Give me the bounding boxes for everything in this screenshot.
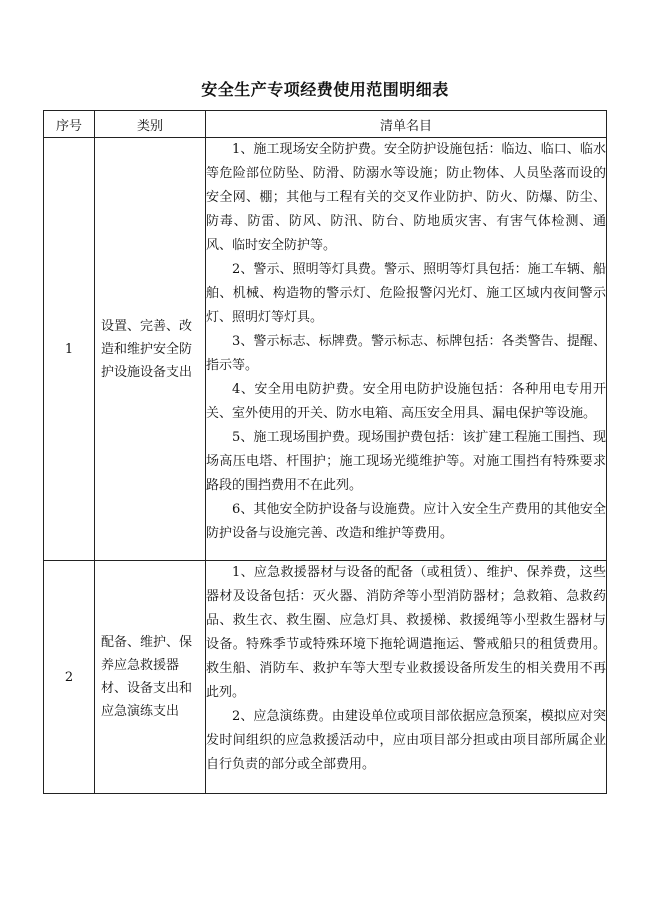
item-paragraph: 2、应急演练费。由建设单位或项目部依据应急预案，模拟应对突发时间组织的应急救援活动中，应由项目部分担或由项目部所属企业自行负责的部分或全部费用。 xyxy=(206,709,606,772)
item-paragraph: 5、施工现场围护费。现场围护费包括：该扩建工程施工围挡、现场高压电塔、杆围护；施工现场光缆维护等。对施工围挡有特殊要求路段的围挡费用不在此列。 xyxy=(206,430,606,493)
item-paragraph: 4、安全用电防护费。安全用电防护设施包括：各种用电专用开关、室外使用的开关、防水电箱、高压安全用具、漏电保护等设施。 xyxy=(206,382,606,421)
header-items: 清单名目 xyxy=(206,111,607,138)
page-title: 安全生产专项经费使用范围明细表 xyxy=(201,80,449,99)
header-index: 序号 xyxy=(44,111,95,138)
row-index: 2 xyxy=(44,561,95,794)
header-category: 类别 xyxy=(95,111,206,138)
table-row xyxy=(44,138,607,561)
row-items-cell xyxy=(206,138,607,561)
row-category-cell xyxy=(95,561,206,794)
expense-details-table xyxy=(43,110,607,794)
row-category-cell xyxy=(95,138,206,561)
table-header-row xyxy=(44,111,607,138)
row-items-cell xyxy=(206,561,607,794)
table-row xyxy=(44,561,607,794)
item-paragraph: 2、警示、照明等灯具费。警示、照明等灯具包括：施工车辆、船舶、机械、构造物的警示灯、危险报警闪光灯、施工区域内夜间警示灯、照明灯等灯具。 xyxy=(206,262,606,325)
item-paragraph: 1、施工现场安全防护费。安全防护设施包括：临边、临口、临水等危险部位防坠、防滑、防溺水等设施；防止物体、人员坠落而设的安全网、棚；其他与工程有关的交叉作业防护、防火、防爆、防尘、防毒、防雷、防风、防汛、防台、防地质灾害、有害气体检测、通风、临时安全防护等。 xyxy=(206,142,606,253)
row-category: 设置、完善、改造和维护安全防护设施设备支出 xyxy=(101,318,193,380)
item-paragraph: 3、警示标志、标牌费。警示标志、标牌包括：各类警告、提醒、指示等。 xyxy=(206,334,606,373)
item-paragraph: 6、其他安全防护设备与设施费。应计入安全生产费用的其他安全防护设备与设施完善、改造和维护等费用。 xyxy=(206,502,606,541)
item-paragraph: 1、应急救援器材与设备的配备（或租赁）、维护、保养费，这些器材及设备包括：灭火器、消防斧等小型消防器材；急救箱、急救药品、救生衣、救生圈、应急灯具、救援梯、救援绳等小型救生器材与设备。特殊季节或特殊环境下拖轮调遣拖运、警戒船只的租赁费用。救生船、消防车、救护车等大型专业救援设备所发生的相关费用不再此列。 xyxy=(206,565,606,700)
row-category: 配备、维护、保养应急救援器材、设备支出和应急演练支出 xyxy=(101,635,193,719)
row-index: 1 xyxy=(44,138,95,561)
